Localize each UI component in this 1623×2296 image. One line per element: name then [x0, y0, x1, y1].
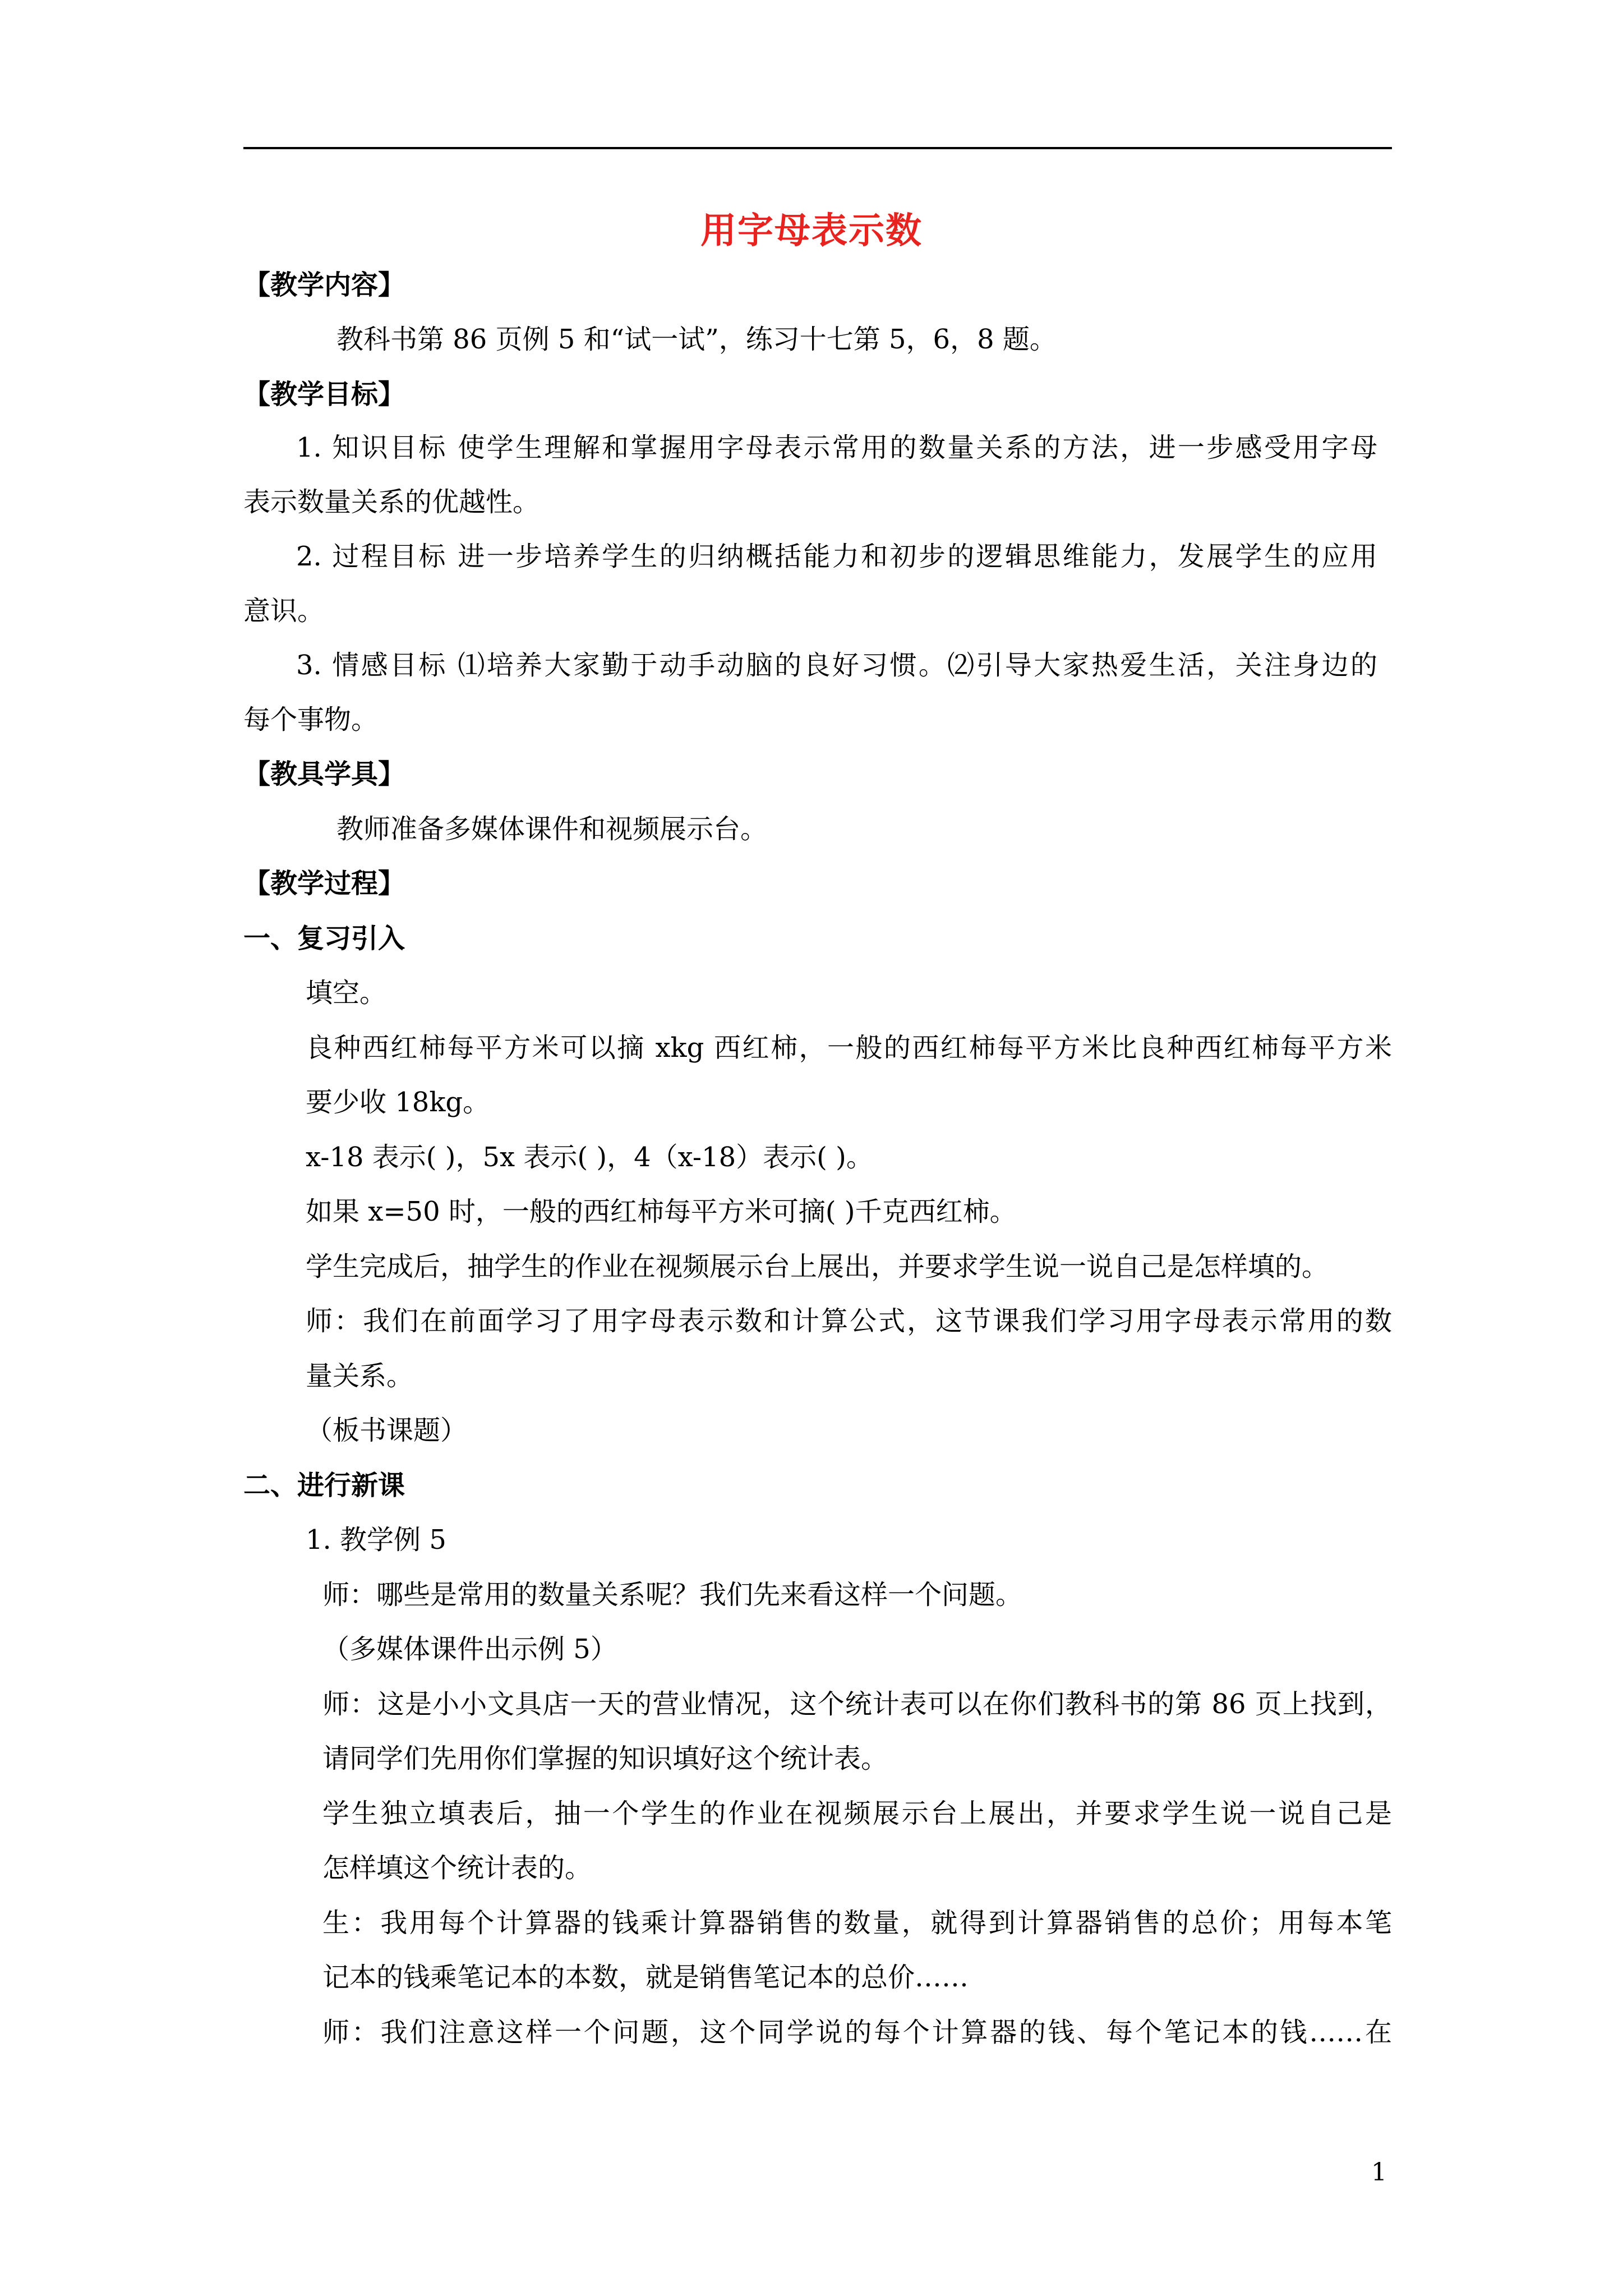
document-title: 用字母表示数 — [700, 210, 923, 252]
s2-paragraph3-line1: 师：这是小小文具店一天的营业情况，这个统计表可以在你们教科书的第 86 页上找到， — [322, 1688, 1392, 1720]
goal1-line2: 表示数量关系的优越性。 — [243, 486, 540, 518]
s2-paragraph2: （多媒体课件出示例 5） — [322, 1634, 617, 1665]
header-rule — [243, 147, 1392, 149]
s1-question-line3: x-18 表示( )，5x 表示( )，4（x-18）表示( )。 — [306, 1142, 873, 1173]
s2-paragraph5-line2: 记本的钱乘笔记本的本数，就是销售笔记本的总价…… — [322, 1962, 969, 1993]
s1-question-line4: 如果 x=50 时，一般的西红柿每平方米可摘( )千克西红柿。 — [306, 1196, 1017, 1227]
s2-paragraph5-line1: 生：我用每个计算器的钱乘计算器销售的数量，就得到计算器销售的总价；用每本笔 — [322, 1907, 1392, 1939]
process-heading: 【教学过程】 — [243, 868, 405, 899]
s2-paragraph4-line1: 学生独立填表后，抽一个学生的作业在视频展示台上展出，并要求学生说一说自己是 — [322, 1798, 1392, 1829]
s2-paragraph1: 师：哪些是常用的数量关系呢？我们先来看这样一个问题。 — [322, 1579, 1023, 1611]
section2-heading: 二、进行新课 — [243, 1470, 405, 1501]
s1-question-line1: 良种西红柿每平方米可以摘 xkg 西红柿，一般的西红柿每平方米比良种西红柿每平方米 — [306, 1032, 1392, 1064]
s1-question-line2: 要少收 18kg。 — [306, 1087, 490, 1118]
tools-text: 教师准备多媒体课件和视频展示台。 — [336, 813, 768, 845]
tools-heading: 【教具学具】 — [243, 758, 405, 790]
goal1-line1: 1. 知识目标 使学生理解和掌握用字母表示常用的数量关系的方法，进一步感受用字母 — [296, 432, 1377, 463]
s2-paragraph6-line1: 师：我们注意这样一个问题，这个同学说的每个计算器的钱、每个笔记本的钱……在 — [322, 2017, 1392, 2048]
content-heading: 【教学内容】 — [243, 269, 405, 301]
s2-item1: 1. 教学例 5 — [306, 1524, 446, 1556]
s2-paragraph4-line2: 怎样填这个统计表的。 — [322, 1852, 592, 1884]
s1-board-note: （板书课题） — [306, 1415, 468, 1446]
goal3-line2: 每个事物。 — [243, 704, 379, 735]
s2-paragraph3-line2: 请同学们先用你们掌握的知识填好这个统计表。 — [322, 1743, 888, 1774]
goal2-line1: 2. 过程目标 进一步培养学生的归纳概括能力和初步的逻辑思维能力，发展学生的应用 — [296, 541, 1377, 572]
s1-fill: 填空。 — [306, 977, 387, 1009]
s1-paragraph1: 学生完成后，抽学生的作业在视频展示台上展出，并要求学生说一说自己是怎样填的。 — [306, 1251, 1329, 1282]
section1-heading: 一、复习引入 — [243, 923, 405, 954]
s1-paragraph2-line1: 师：我们在前面学习了用字母表示数和计算公式，这节课我们学习用字母表示常用的数 — [306, 1305, 1392, 1337]
goals-heading: 【教学目标】 — [243, 379, 405, 410]
goal2-line2: 意识。 — [243, 595, 325, 627]
content-text: 教科书第 86 页例 5 和“试一试”，练习十七第 5，6，8 题。 — [336, 324, 1057, 355]
goal3-line1: 3. 情感目标 ⑴培养大家勤于动手动脑的良好习惯。⑵引导大家热爱生活，关注身边的 — [296, 650, 1377, 681]
page-number: 1 — [1371, 2158, 1387, 2187]
s1-paragraph2-line2: 量关系。 — [306, 1360, 414, 1392]
